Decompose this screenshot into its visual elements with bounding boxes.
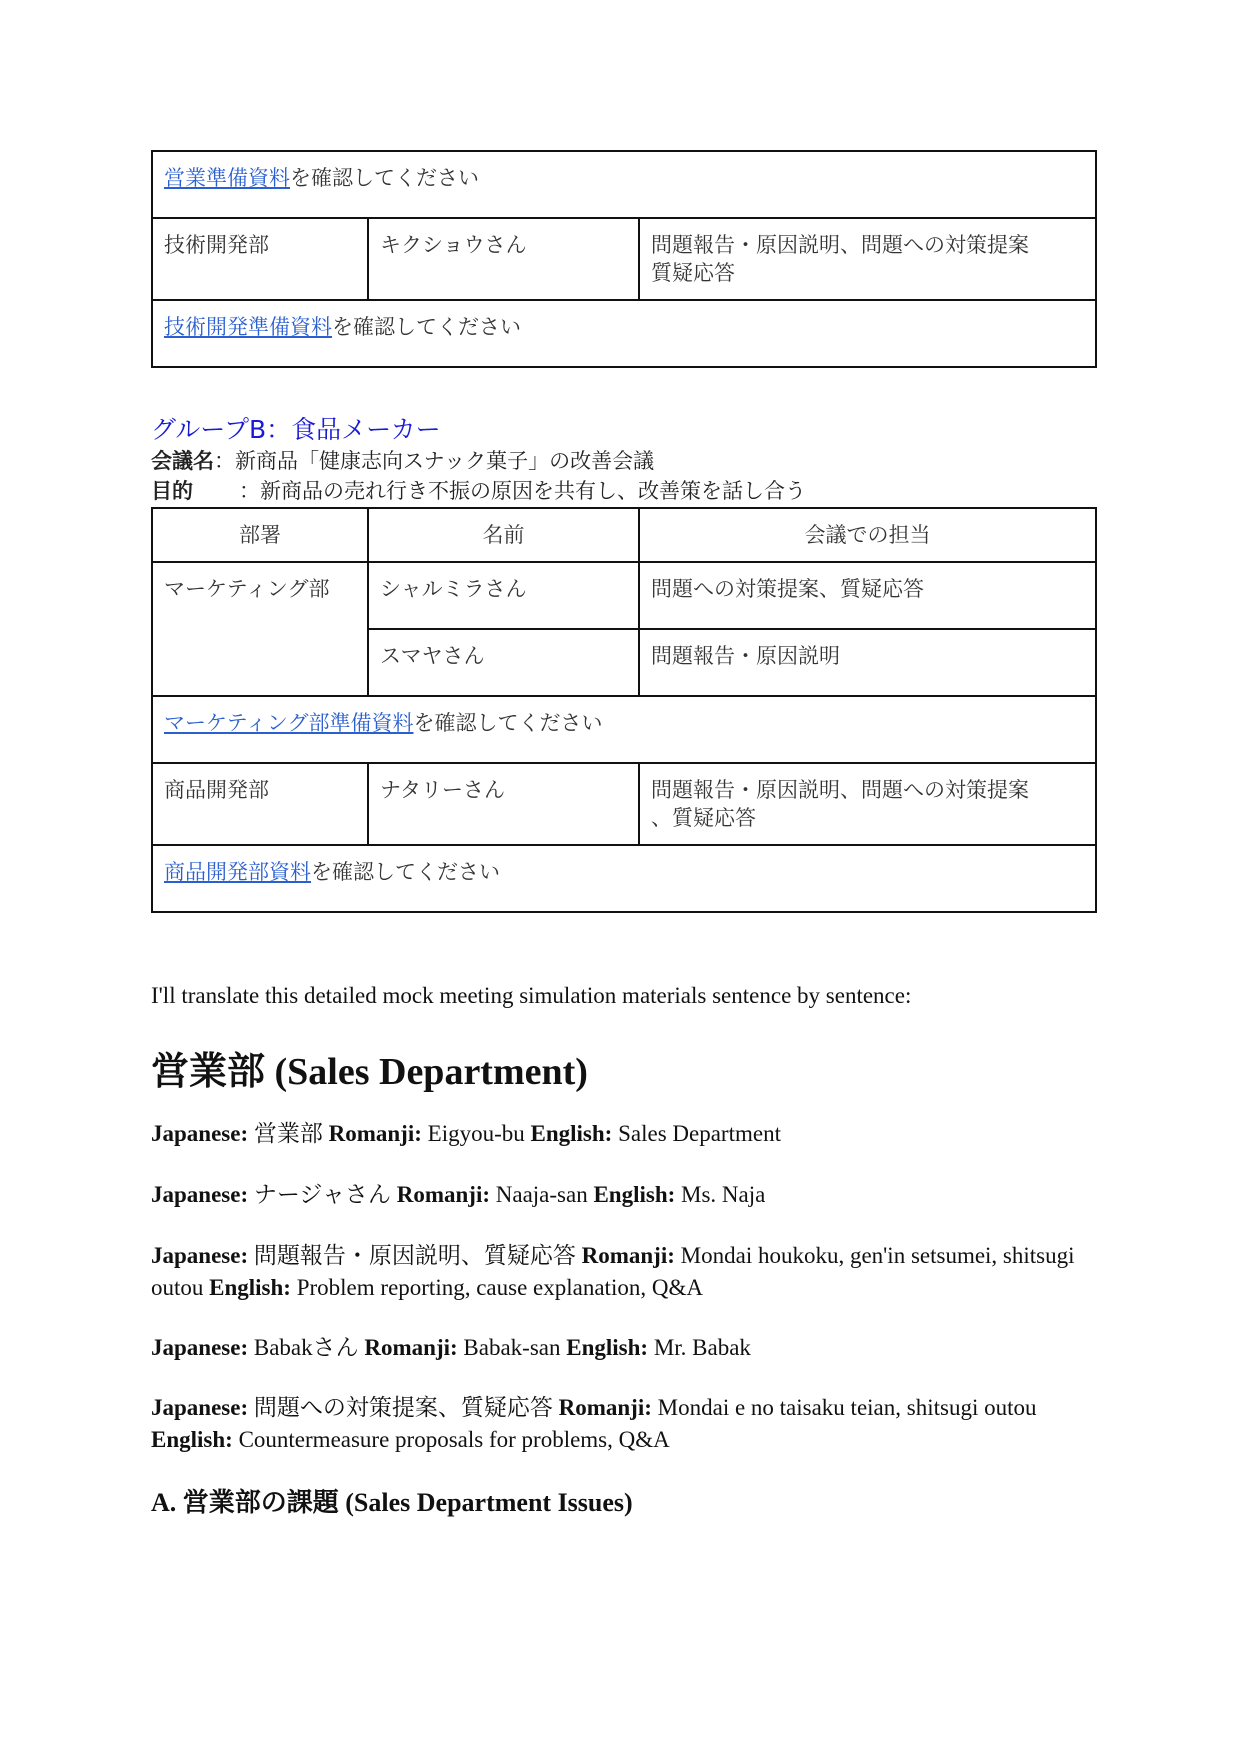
japanese-text: 営業部 <box>253 1121 323 1146</box>
dept-cell: マーケティング部 <box>152 562 368 696</box>
table-group-a <box>151 150 1097 368</box>
japanese-label: Japanese: <box>151 1182 249 1207</box>
name-cell: キクショウさん <box>368 218 639 300</box>
note-cell <box>152 696 1096 763</box>
translation-entry <box>151 1240 1097 1304</box>
meeting-name-line <box>151 447 654 476</box>
romanji-text: Babak-san <box>463 1335 561 1360</box>
meeting-value: ：新商品「健康志向スナック菓子」の改善会議 <box>214 449 655 473</box>
note-text: を確認してください <box>311 860 500 884</box>
romanji-label: Romanji: <box>558 1395 652 1420</box>
english-label: English: <box>209 1275 291 1300</box>
english-text: Ms. Naja <box>681 1182 766 1207</box>
tech-dev-materials-link[interactable]: 技術開発準備資料 <box>164 315 332 339</box>
table-group-b <box>151 507 1097 913</box>
english-label: English: <box>593 1182 676 1207</box>
romanji-text: Mondai houkoku, gen'in setsumei, shitsugi outou <box>151 1243 1075 1300</box>
purpose-label: 目的 <box>151 479 193 503</box>
japanese-label: Japanese: <box>151 1335 249 1360</box>
english-label: English: <box>151 1427 233 1452</box>
name-cell: スマヤさん <box>368 629 639 696</box>
role-cell: 問題への対策提案、質疑応答 <box>639 562 1096 629</box>
english-label: English: <box>566 1335 649 1360</box>
romanji-label: Romanji: <box>328 1121 422 1146</box>
japanese-text: 問題報告・原因説明、質疑応答 <box>253 1243 576 1268</box>
english-label: English: <box>530 1121 613 1146</box>
romanji-text: Eigyou-bu <box>427 1121 525 1146</box>
role-line: 、質疑応答 <box>651 806 756 830</box>
section-heading: 営業部 (Sales Department) <box>151 1051 588 1093</box>
note-text: を確認してください <box>332 315 521 339</box>
intro-paragraph: I'll translate this detailed mock meeting simulation materials sentence by sentence: <box>151 983 912 1008</box>
role-cell <box>639 218 1096 300</box>
dept-cell: 商品開発部 <box>152 763 368 845</box>
header-name: 名前 <box>368 508 639 562</box>
english-text: Mr. Babak <box>653 1335 751 1360</box>
marketing-materials-link[interactable]: マーケティング部準備資料 <box>164 711 414 735</box>
romanji-text: Mondai e no taisaku teian, shitsugi outou <box>657 1395 1037 1420</box>
note-text: を確認してください <box>290 166 479 190</box>
romanji-label: Romanji: <box>364 1335 458 1360</box>
english-text: Countermeasure proposals for problems, Q&A <box>238 1427 670 1452</box>
role-line: 質疑応答 <box>651 261 735 285</box>
name-cell: シャルミラさん <box>368 562 639 629</box>
sales-materials-link[interactable]: 営業準備資料 <box>164 166 290 190</box>
note-cell <box>152 845 1096 912</box>
translation-entry <box>151 1118 1097 1150</box>
romanji-text: Naaja-san <box>495 1182 588 1207</box>
note-text: を確認してください <box>413 711 603 735</box>
name-cell: ナタリーさん <box>368 763 639 845</box>
japanese-label: Japanese: <box>151 1395 249 1420</box>
translation-entry <box>151 1332 1097 1364</box>
japanese-label: Japanese: <box>151 1121 249 1146</box>
product-dev-materials-link[interactable]: 商品開発部資料 <box>164 860 311 884</box>
meeting-label: 会議名 <box>151 449 214 473</box>
role-cell <box>639 763 1096 845</box>
role-line: 問題報告・原因説明、問題への対策提案 <box>651 778 1029 802</box>
japanese-text: Babakさん <box>253 1335 359 1360</box>
header-role: 会議での担当 <box>639 508 1096 562</box>
note-cell <box>152 300 1096 367</box>
header-department: 部署 <box>152 508 368 562</box>
romanji-label: Romanji: <box>581 1243 675 1268</box>
translation-entry <box>151 1392 1097 1456</box>
note-cell <box>152 151 1096 218</box>
subheading: A. 営業部の課題 (Sales Department Issues) <box>151 1488 633 1517</box>
japanese-text: ナージャさん <box>253 1182 391 1207</box>
romanji-label: Romanji: <box>396 1182 490 1207</box>
japanese-label: Japanese: <box>151 1243 249 1268</box>
english-text: Problem reporting, cause explanation, Q&A <box>296 1275 703 1300</box>
dept-cell: 技術開発部 <box>152 218 368 300</box>
english-text: Sales Department <box>618 1121 781 1146</box>
role-cell: 問題報告・原因説明 <box>639 629 1096 696</box>
purpose-value: ：新商品の売れ行き不振の原因を共有し、改善策を話し合う <box>239 479 806 503</box>
japanese-text: 問題への対策提案、質疑応答 <box>253 1395 553 1420</box>
purpose-line <box>151 477 806 506</box>
translation-entry <box>151 1179 1097 1211</box>
group-b-title: グループB：食品メーカー <box>151 415 441 444</box>
role-line: 問題報告・原因説明、問題への対策提案 <box>651 233 1029 257</box>
